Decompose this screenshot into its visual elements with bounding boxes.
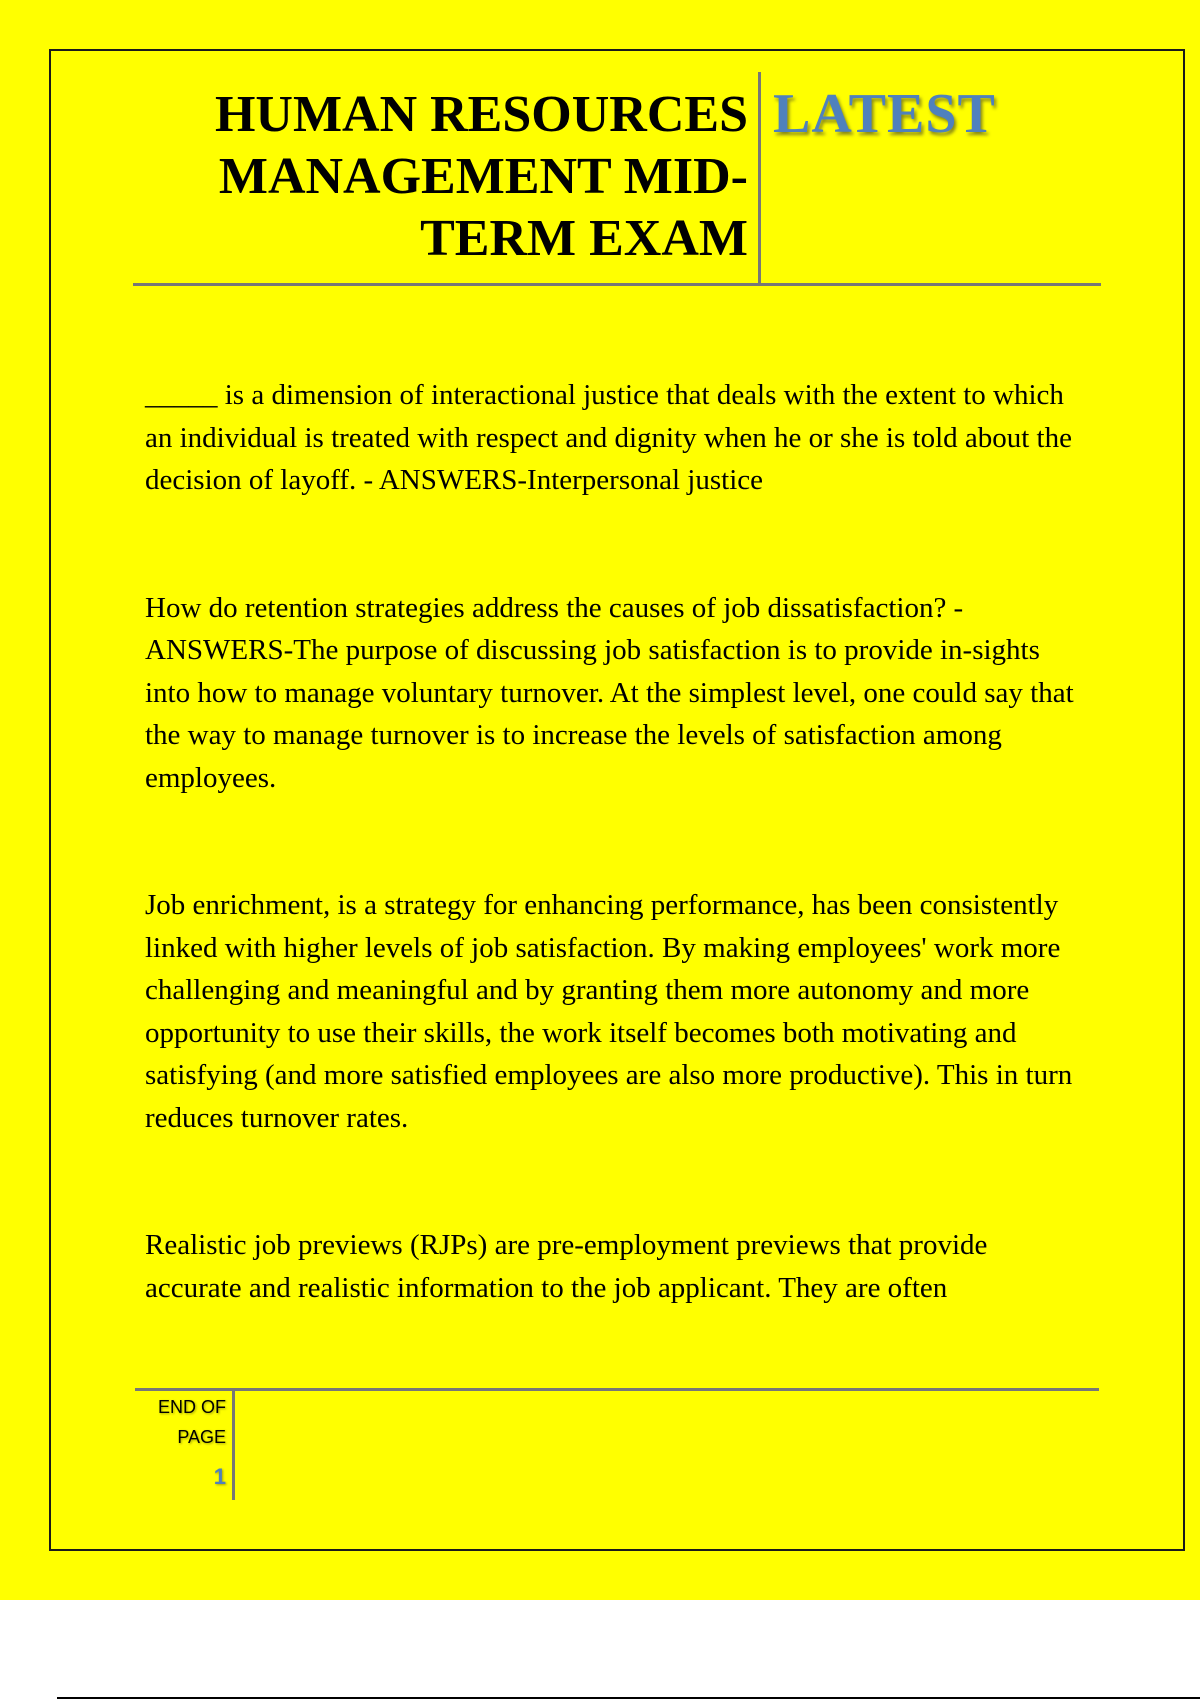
- document-title: HUMAN RESOURCES MANAGEMENT MID- TERM EXAM: [214, 86, 748, 267]
- bottom-rule: [57, 1697, 1200, 1699]
- page-number: 1: [213, 1464, 226, 1489]
- qa-item-job-enrichment: Job enrichment, is a strategy for enhancing performance, has been consistently linked with higher levels of job satisfaction. By making employees' work more challenging and meaningful and by granting them more autonomy and more opportunity to use their skills, the work itself becomes both motivating and satisfying (and more satisfied employees are also more productive). This in turn reduces turnover rates.: [145, 889, 1073, 1134]
- header-divider-horizontal: [133, 283, 1101, 286]
- document-body: [145, 374, 1085, 1309]
- latest-tag: LATEST: [773, 83, 996, 145]
- qa-item-realistic-job-previews: Realistic job previews (RJPs) are pre-employment previews that provide accurate and realistic information to the job applicant. They are often: [145, 1229, 988, 1304]
- footer-divider-vertical: [232, 1390, 235, 1500]
- footer-divider-horizontal: [135, 1388, 1099, 1391]
- end-of-page-label: END OF PAGE: [157, 1397, 226, 1447]
- header-divider-vertical: [758, 72, 761, 284]
- qa-item-interpersonal-justice: _____ is a dimension of interactional justice that deals with the extent to which an individual is treated with respect and dignity when he or she is told about the decision of layoff. - ANSWERS-Interpersonal justice: [145, 379, 1072, 496]
- qa-item-retention-strategies: How do retention strategies address the causes of job dissatisfaction? - ANSWERS-The purpose of discussing job satisfaction is to provide in-sights into how to manage voluntary turnover. At the simplest level, one could say that the way to manage turnover is to increase the levels of satisfaction among employees.: [145, 591, 1074, 794]
